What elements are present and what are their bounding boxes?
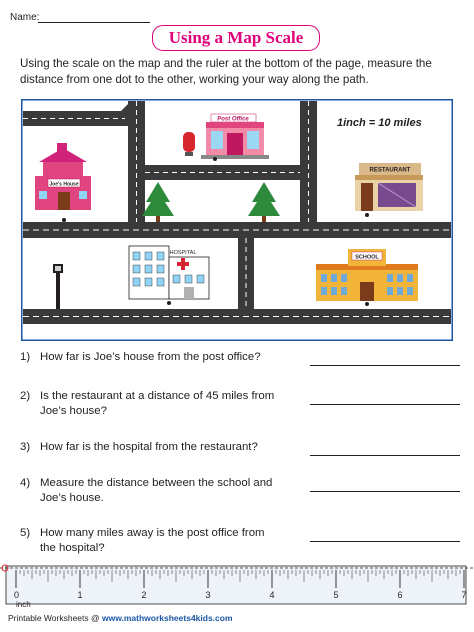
question-4 <box>20 476 320 508</box>
question-number: 1) <box>20 351 31 363</box>
name-label: Name: <box>10 12 40 23</box>
question-2 <box>20 389 320 421</box>
restaurant <box>355 163 423 217</box>
question-text: Measure the distance between the school and <box>40 477 273 489</box>
hospital-sign: HOSPITAL <box>169 250 197 256</box>
post-office-dot <box>213 157 217 161</box>
answer-line-5[interactable] <box>310 541 460 542</box>
question-text: How many miles away is the post office from <box>40 527 265 539</box>
ruler-number: 3 <box>205 590 211 600</box>
answer-line-1[interactable] <box>310 365 460 366</box>
title-badge <box>152 25 320 51</box>
ruler-number: 1 <box>77 590 83 600</box>
school-sign: SCHOOL <box>355 254 379 261</box>
question-text: How far is the hospital from the restaurant? <box>40 441 258 453</box>
joes-house-sign: Joe's House <box>49 181 79 188</box>
post-office-sign: Post Office <box>217 116 249 123</box>
footer-url-link[interactable]: www.mathworksheets4kids.com <box>101 613 233 623</box>
answer-line-3[interactable] <box>310 455 460 456</box>
question-text: Is the restaurant at a distance of 45 miles from <box>40 390 275 402</box>
page-title: Using a Map Scale <box>168 28 304 47</box>
footer-prefix: Printable Worksheets @ <box>8 613 102 623</box>
inch-ruler <box>0 560 474 610</box>
restaurant-dot <box>365 213 369 217</box>
ruler-number: 0 <box>14 590 20 600</box>
answer-line-4[interactable] <box>310 491 460 492</box>
city-map <box>21 99 453 341</box>
question-number: 3) <box>20 441 31 453</box>
question-text-continued: Joe’s house? <box>40 405 107 417</box>
ruler-number: 7 <box>461 590 467 600</box>
question-text-continued: the hospital? <box>40 542 105 554</box>
ruler-number: 5 <box>333 590 339 600</box>
hospital-dot <box>167 301 171 305</box>
joes-house-dot <box>62 218 66 222</box>
instructions-text: Using the scale on the map and the ruler at the bottom of the page, measure the distance from one dot to the other, working your way along the path. <box>20 57 432 86</box>
map-scale-label: 1inch = 10 miles <box>337 117 422 129</box>
question-1 <box>20 350 320 366</box>
restaurant-sign: RESTAURANT <box>369 167 411 174</box>
question-number: 4) <box>20 477 31 489</box>
answer-line-2[interactable] <box>310 404 460 405</box>
question-text-continued: Joe’s house. <box>40 492 104 504</box>
ruler-number: 2 <box>141 590 147 600</box>
question-number: 2) <box>20 390 31 402</box>
school-dot <box>365 302 369 306</box>
ruler-number: 4 <box>269 590 275 600</box>
ruler-number: 6 <box>397 590 403 600</box>
question-number: 5) <box>20 527 31 539</box>
footer <box>8 613 233 623</box>
ruler-unit-label: inch <box>16 600 31 609</box>
question-5 <box>20 526 320 558</box>
name-blank-line[interactable] <box>38 22 150 23</box>
question-3 <box>20 440 320 456</box>
question-text: How far is Joe’s house from the post office? <box>40 351 261 363</box>
